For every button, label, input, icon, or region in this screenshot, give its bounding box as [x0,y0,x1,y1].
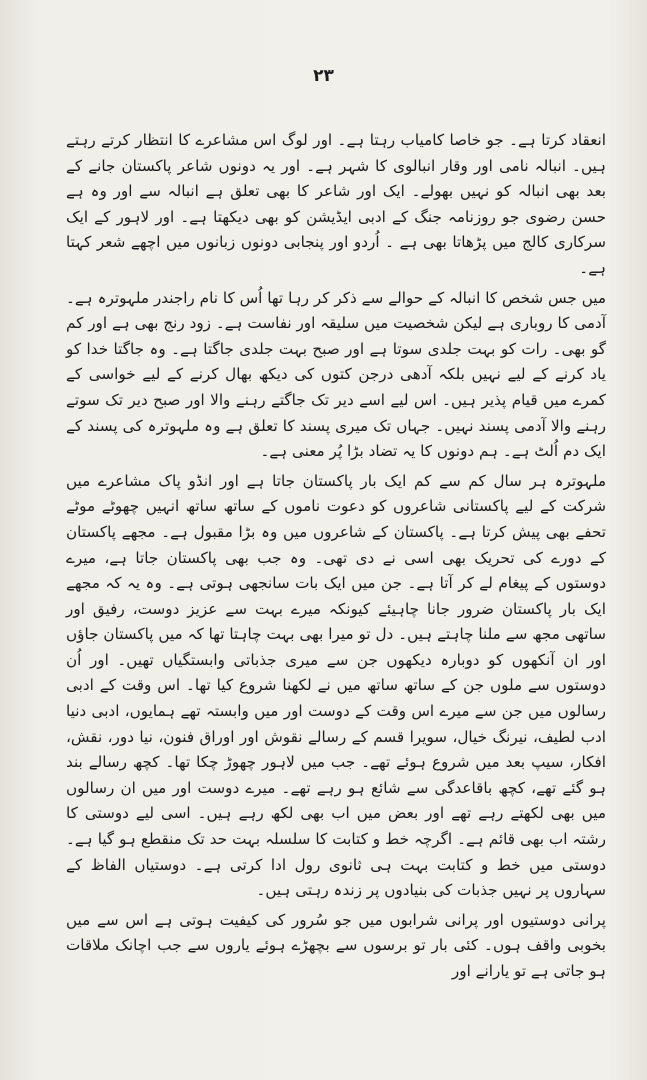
paragraph-2: میں جس شخص کا انبالہ کے حوالے سے ذکر کر رہا تھا اُس کا نام راجندر ملہوترہ ہے۔ آدمی کا روباری ہے لیکن شخصیت میں سلیقہ اور نفاست ہے۔ زود رنج بھی ہے اور کم گو بھی۔ رات کو بہت جلدی سوتا ہے اور صبح بہت جلدی جاگتا ہے۔ وہ جاگتا خدا کو یاد کرنے کے لیے نہیں بلکہ آدھی درجن کتوں کی دیکھ بھال کرنے کے لیے خواسی کے کمرے میں قیام پذیر ہیں۔ اس لیے اسے دیر تک جاگتے رہنے والا اور صبح دیر تک سوتے رہنے والا آدمی پسند نہیں۔ جہاں تک میری پسند کا تعلق ہے وہ ملہوترہ کی پسند کے ایک دم اُلٹ ہے۔ ہم دونوں کا یہ تضاد بڑا پُر معنی ہے۔ [66,288,606,461]
page-number: ٢٣ [313,66,334,86]
paragraph-4: پرانی دوستیوں اور پرانی شرابوں میں جو سُرور کی کیفیت ہوتی ہے اس سے میں بخوبی واقف ہوں۔ کئی بار تو برسوں سے بچھڑے ہوئے یاروں سے جب اچانک ملاقات ہو جاتی ہے تو یارانے اور [66,910,606,980]
paragraph-3: ملہوترہ ہر سال کم سے کم ایک بار پاکستان جاتا ہے اور انڈو پاک مشاعرے میں شرکت کے لیے پاکستانی شاعروں کو دعوت ناموں کے ساتھ ساتھ انہیں چھوٹے موٹے تحفے بھی پیش کرتا ہے۔ پاکستان کے شاعروں میں وہ بڑا مقبول ہے۔ مجھے پاکستان کے دورے کی تحریک بھی اسی نے دی تھی۔ وہ جب بھی پاکستان جاتا ہے، میرے دوستوں کے پیغام لے کر آتا ہے۔ جن میں ایک بات سانجھی ہوتی ہے۔ وہ یہ کہ مجھے ایک بار پاکستان ضرور جانا چاہیئے کیونکہ میرے بہت سے عزیز دوست، رفیق اور ساتھی مجھ سے ملنا چاہتے ہیں۔ دل تو میرا بھی بہت چاہتا تھا کہ میں پاکستان جاؤں اور ان آنکھوں کو دوبارہ دیکھوں جن سے میری جذباتی وابستگیاں تھیں۔ اور اُن دوستوں سے ملوں جن کے ساتھ ساتھ میں نے لکھنا شروع کیا تھا۔ اس وقت کے ادبی رسالوں میں جن سے میرے اس وقت کے دوست اور میں وابستہ تھے ہمایوں، ادبی دنیا ادب لطیف، نیرنگ خیال، سویرا قسم کے رسالے نقوش اور اوراق فنون، نیا دور، نقش، افکار، سیپ بعد میں شروع ہوئے تھے۔ جب میں لاہور چھوڑ چکا تھا۔ کچھ رسالے بند ہو گئے تھے، کچھ باقاعدگی سے شائع ہو رہے تھے۔ میرے دوست اور میں ان رسالوں میں بھی لکھتے رہے تھے اور بعض میں اب بھی لکھ رہے ہیں۔ اسی لیے دوستی کا رشتہ اب بھی قائم ہے۔ اگرچہ خط و کتابت کا سلسلہ بہت حد تک منقطع ہو گیا ہے۔ دوستی میں خط و کتابت بہت ہی ثانوی رول ادا کرتی ہے۔ دوستیاں الفاظ کے سہاروں پر نہیں جذبات کی بنیادوں پر زندہ رہتی ہیں۔ [66,471,606,900]
paragraph-1: انعقاد کرتا ہے۔ جو خاصا کامیاب رہتا ہے۔ اور لوگ اس مشاعرے کا انتظار کرتے رہتے ہیں۔ انبالہ نامی اور وقار انبالوی کا شہر ہے۔ اور یہ دونوں شاعر پاکستان جانے کے بعد بھی انبالہ کو نہیں بھولے۔ ایک اور شاعر کا بھی تعلق ہے انبالہ سے اور وہ ہے حسن رضوی جو روزنامہ جنگ کے ادبی ایڈیشن کو بھی دیکھتا ہے۔ اور لاہور کے ایک سرکاری کالج میں پڑھاتا بھی ہے ۔ اُردو اور پنجابی دونوں زبانوں میں اچھے شعر کہتا ہے۔ [66,131,606,277]
page-body [66,128,606,985]
